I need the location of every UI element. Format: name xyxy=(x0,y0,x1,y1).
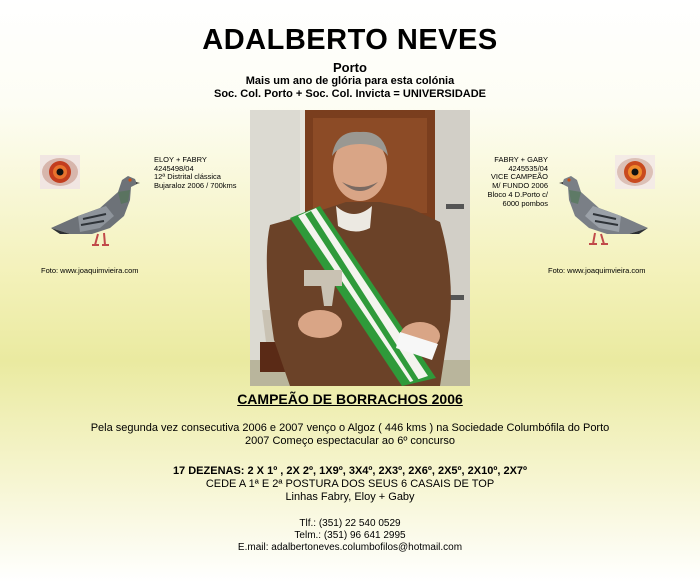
lines-text: Linhas Fabry, Eloy + Gaby xyxy=(285,491,415,503)
email-address: E.mail: adalbertoneves.columbofilos@hotmail.com xyxy=(237,542,463,553)
results-line: 17 DEZENAS: 2 X 1º , 2X 2º, 1X9º, 3X4º, 2X3º, 2X6º, 2X5º, 2X10º, 2X7º xyxy=(172,465,528,477)
right-bird-info xyxy=(472,156,548,208)
mobile-number: Telm.: (351) 96 641 2995 xyxy=(294,530,406,541)
left-bird-line: 12ª Distrital clássica xyxy=(154,172,221,182)
right-pigeon-photo xyxy=(555,168,651,250)
champion-heading: CAMPEÃO DE BORRACHOS 2006 xyxy=(237,391,463,407)
left-photo-credit: Foto: www.joaquimvieira.com xyxy=(41,266,139,275)
right-bird-line: Bloco 4 D.Porto c/ xyxy=(487,189,548,199)
offer-line: CEDE A 1ª E 2ª POSTURA DOS SEUS 6 CASAIS DE TOP xyxy=(205,478,495,490)
left-bird-line: Bujaraloz 2006 / 700kms xyxy=(154,181,237,191)
left-pigeon-photo xyxy=(48,170,142,252)
right-bird-line: 4245535/04 xyxy=(508,163,548,173)
page-title: ADALBERTO NEVES xyxy=(202,24,498,56)
city-subtitle: Porto xyxy=(333,60,367,75)
club-line: Soc. Col. Porto + Soc. Col. Invicta = UNIVERSIDADE xyxy=(214,88,486,100)
left-bird-line: ELOY + FABRY xyxy=(154,155,207,164)
body-text: 2007 Começo espectacular ao 6º concurso xyxy=(244,435,456,447)
right-bird-line: FABRY + GABY xyxy=(494,155,548,164)
right-bird-line: VICE CAMPEÃO xyxy=(490,172,548,182)
champion-photo xyxy=(250,110,470,386)
body-text: Pela segunda vez consecutiva 2006 e 2007 venço o Algoz ( 446 kms ) na Sociedade Columbófila do Porto xyxy=(90,422,610,434)
left-bird-info xyxy=(154,156,237,191)
left-bird-line: 4245498/04 xyxy=(154,163,194,173)
phone-number: Tlf.: (351) 22 540 0529 xyxy=(299,518,401,529)
right-bird-line: 6000 pombos xyxy=(502,198,548,208)
right-bird-line: M/ FUNDO 2006 xyxy=(492,181,548,191)
right-photo-credit: Foto: www.joaquimvieira.com xyxy=(548,266,646,275)
tagline: Mais um ano de glória para esta colónia xyxy=(245,75,455,87)
